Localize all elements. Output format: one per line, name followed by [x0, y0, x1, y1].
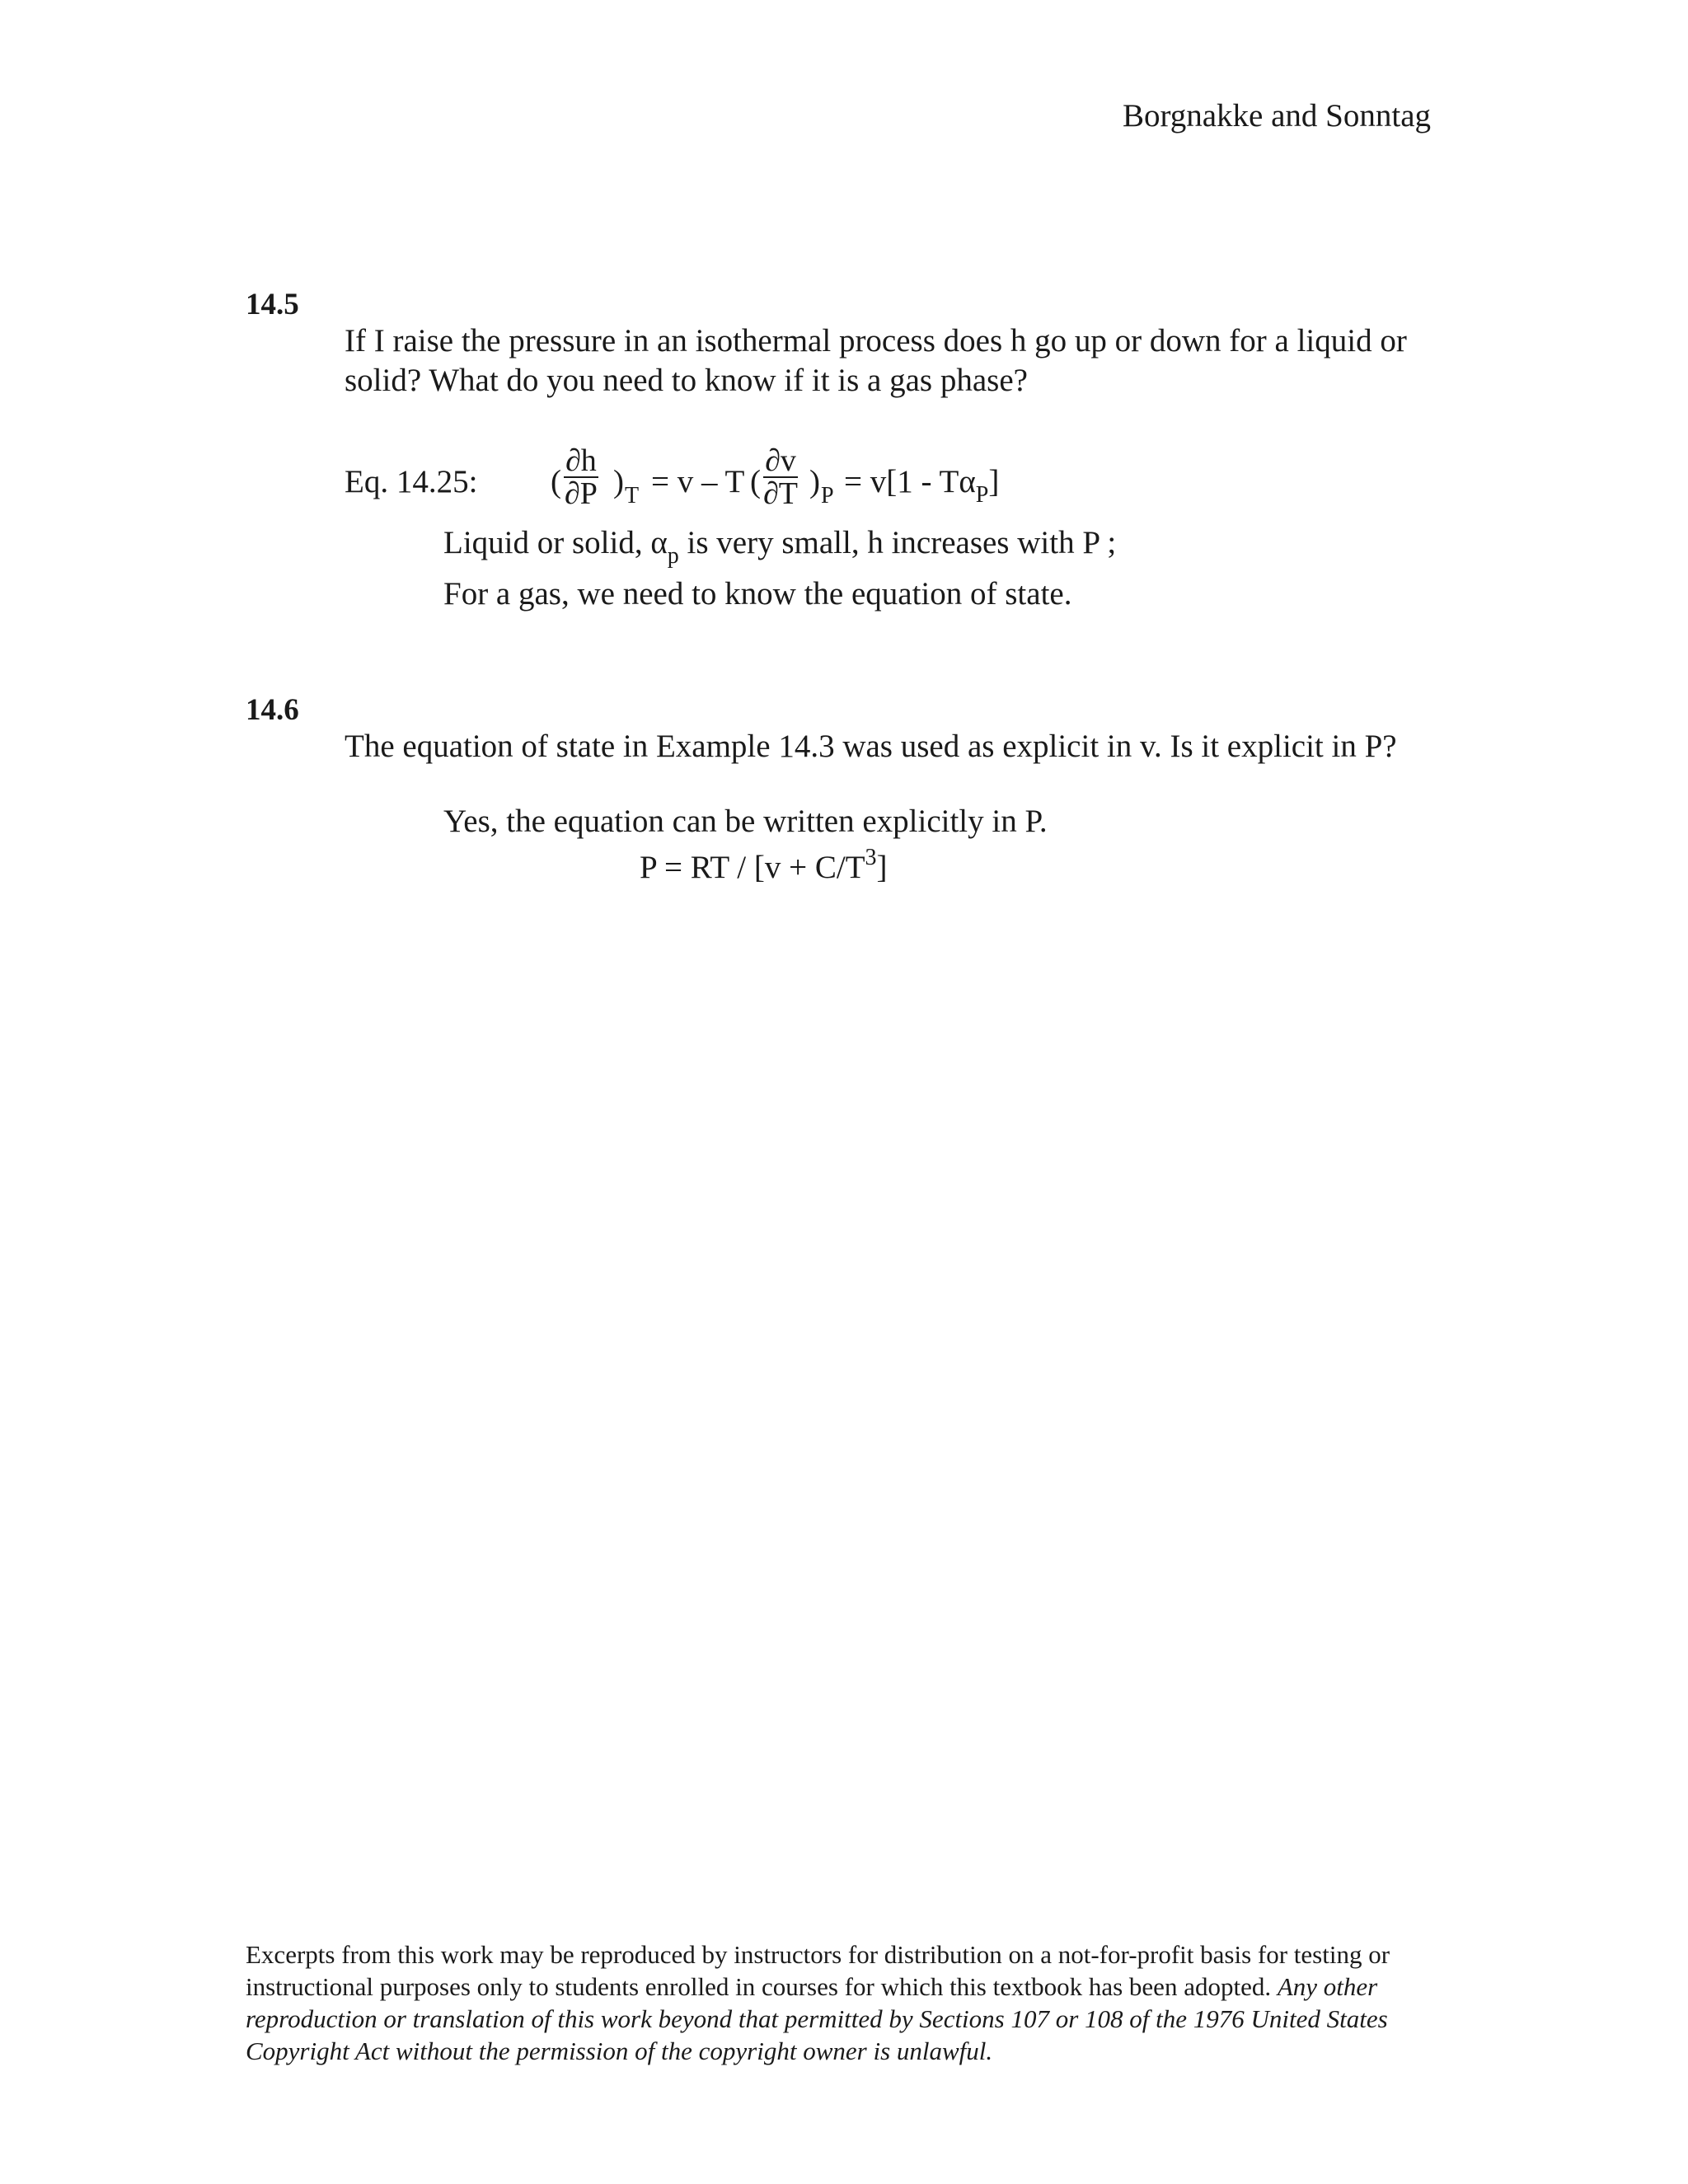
paren-close-2: ): [809, 464, 820, 499]
answer-line1-end: is very small, h increases with P ;: [678, 525, 1117, 560]
formula-start: P = RT / [v + C/T: [640, 850, 865, 885]
subscript-P: P: [821, 483, 834, 509]
fraction-dv-dT: [763, 445, 798, 509]
footer-normal-text: Excerpts from this work may be reproduced by instructors for distribution on a not-for-profit basis for testing or instructional purposes only to students enrolled in courses for which this textbook has been adopted.: [246, 1940, 1390, 2001]
problem-14-5-answer-line-1: [443, 524, 1117, 569]
paren-open: (: [551, 464, 561, 499]
problem-14-5-question: If I raise the pressure in an isothermal process does h go up or down for a liquid or solid? What do you need to know if it is a gas phase?: [345, 323, 1407, 398]
equation-result: [844, 463, 1000, 508]
fraction-numerator-2: ∂v: [763, 445, 798, 478]
equation-middle: = v – T: [651, 464, 745, 499]
result-start: = v[1 - Tα: [844, 464, 976, 499]
problem-number-14-5: 14.5: [246, 288, 299, 321]
result-subscript: P: [975, 482, 989, 508]
paren-close: ): [613, 464, 624, 499]
problem-14-5-answer-line-2: For a gas, we need to know the equation of state.: [443, 576, 1072, 612]
answer-line1-start: Liquid or solid, α: [443, 525, 668, 560]
subscript-T: T: [625, 483, 640, 509]
equation-label: Eq. 14.25:: [345, 464, 478, 499]
fraction-denominator: ∂P: [564, 476, 598, 511]
paren-open-2: (: [750, 464, 761, 499]
problem-14-6-question: The equation of state in Example 14.3 was used as explicit in v. Is it explicit in P?: [345, 729, 1397, 764]
problem-14-6-formula: [640, 845, 888, 886]
answer-line1-subscript: p: [667, 543, 679, 569]
result-end: ]: [988, 464, 1000, 499]
problem-14-6-answer-line-1: Yes, the equation can be written explicitly in P.: [443, 804, 1048, 839]
fraction-dh-dP: [564, 445, 598, 509]
page-header-authors: Borgnakke and Sonntag: [1122, 98, 1431, 134]
fraction-numerator: ∂h: [565, 443, 597, 478]
formula-end: ]: [876, 850, 888, 885]
fraction-denominator-2: ∂T: [763, 476, 798, 511]
formula-superscript: 3: [865, 845, 877, 870]
footer-italic-text: Any other reproduction or translation of this work beyond that permitted by Sections 107 or 108 of the 1976 United States Copyright Act without the permission of the copyright owner is unlawful.: [246, 1972, 1388, 2065]
copyright-footer: [246, 1938, 1449, 2067]
problem-number-14-6: 14.6: [246, 693, 299, 727]
